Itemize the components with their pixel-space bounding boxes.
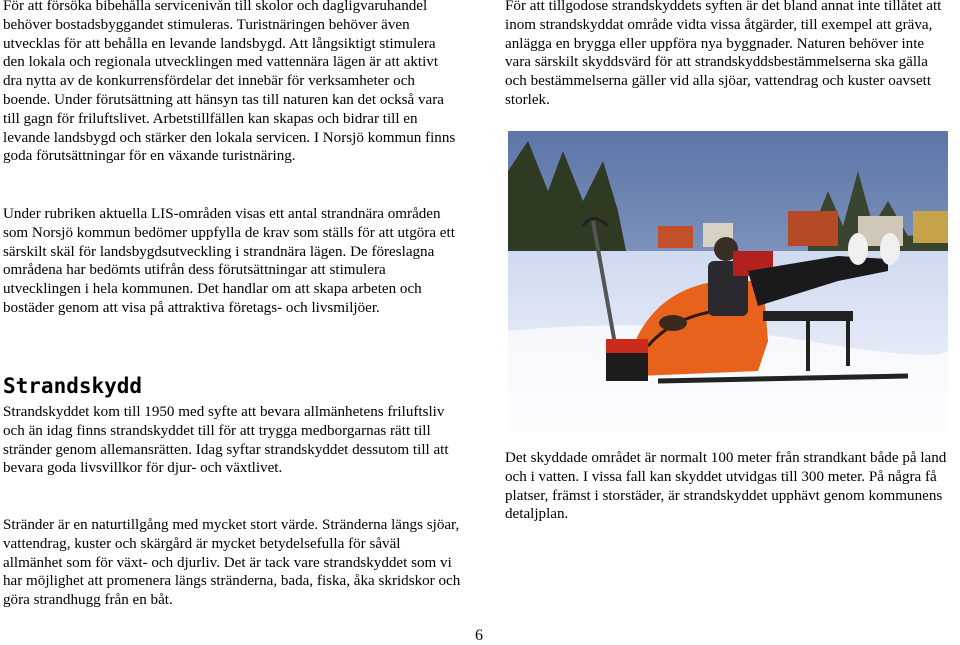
protection-distance-paragraph: Det skyddade området är normalt 100 meter från strandkant både på land och i vatten. I vissa fall kan skyddet utvidgas till 300 meter. På några få platser, främst i storstäder, är strandskyddet upphävt genom kommunens detaljplan. <box>505 450 947 523</box>
ice-fishing-photo <box>508 131 948 431</box>
beach-value-paragraph: Stränder är en naturtillgång med mycket stort värde. Stränderna längs sjöar, vattendrag, kuster och skärgård är mycket betydelsefulla för såväl allmänhet som för växt- och djurliv. Det är tack vare strandskyddet som vi har möjlighet att promenera längs stränderna, bada, fiska, åka skridskor och göra strandhugg från en båt. <box>3 517 461 609</box>
intro-paragraph: För att försöka bibehålla servicenivån till skolor och dagligvaruhandel behöver bostadsbyggandet stimuleras. Turistnäringen behöver även utvecklas för att behålla en levande landsbygd. Att långsiktigt stimulera den lokala och regionala utvecklingen med vattennära lägen är att aktivt dra nytta av de konkurrensfördelar det innebär för verksamheter och boende. Under förutsättning att hänsyn tas till naturen kan det också vara till gagn för friluftslivet. Arbetstillfällen kan skapas och bidrar till en levande landsbygd och stärker den lokala servicen. I Norsjö kommun finns goda förutsättningar för en växande turistnäring. <box>3 0 456 165</box>
section-heading-strandskydd: Strandskydd <box>3 374 143 398</box>
strandskydd-history-paragraph: Strandskyddet kom till 1950 med syfte att bevara allmänhetens friluftsliv och än idag finns strandskyddet till för att trygga medborgarnas rätt till stränder genom allemansrätten. Idag syftar strandskyddet dessutom till att bevara goda livsvillkor för djur- och växtlivet. <box>3 404 449 477</box>
protection-rules-paragraph: För att tillgodose strandskyddets syften är det bland annat inte tillåtet att inom strandskyddat område vidta vissa åtgärder, till exempel att gräva, anlägga en brygga eller uppföra nya byggnader. Naturen behöver inte vara särskilt skyddsvärd för att strandskyddsbestämmelserna ska gälla och bestämmelserna gäller vid alla sjöar, vattendrag och kuster oavsett storlek. <box>505 0 942 108</box>
lis-areas-paragraph: Under rubriken aktuella LIS-områden visas ett antal strandnära områden som Norsjö kommun bedömer uppfylla de krav som ställs för att utgöra ett särskilt skäl för landsbygdsutveckling i strandnära lägen. De föreslagna områdena har bedömts utifrån dess förutsättningar att stimulera utvecklingen i hela kommunen. Det handlar om att skapa arbeten och bostäder genom att visa på attraktiva företags- och livsmiljöer. <box>3 206 455 316</box>
page-number: 6 <box>475 627 483 644</box>
